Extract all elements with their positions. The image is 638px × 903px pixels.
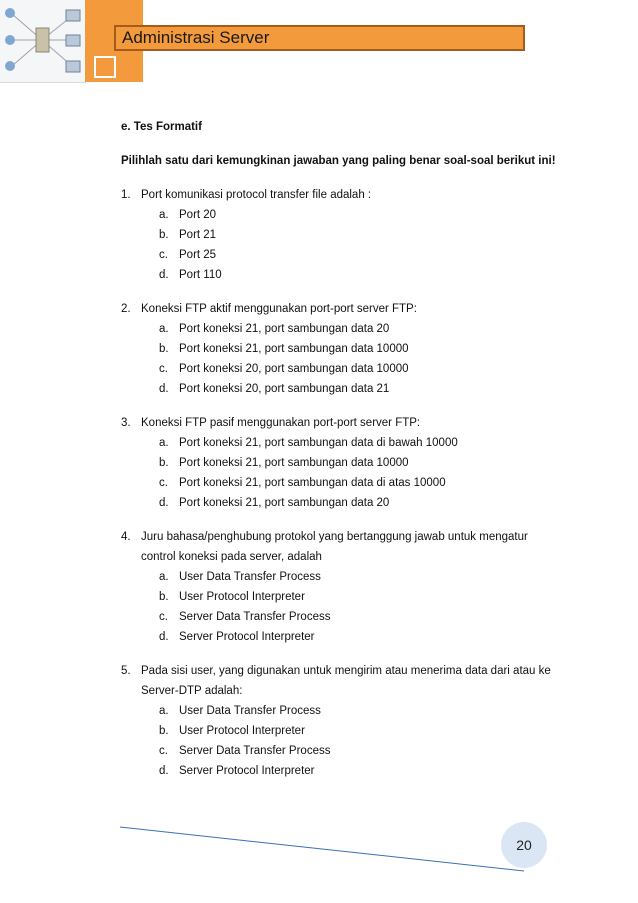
question-number: 2. [121, 303, 131, 315]
option-text: Port koneksi 21, port sambungan data di bawah 10000 [179, 437, 458, 449]
option-letter: d. [159, 631, 169, 643]
page-title-text: Administrasi Server [122, 28, 270, 47]
option-text: User Protocol Interpreter [179, 725, 305, 737]
option-letter: a. [159, 209, 169, 221]
option-letter: d. [159, 269, 169, 281]
section-title: e. Tes Formatif [121, 121, 202, 133]
question-text: Port komunikasi protocol transfer file adalah : [141, 189, 372, 201]
option-letter: b. [159, 591, 169, 603]
option-letter: a. [159, 323, 169, 335]
option-text: Port koneksi 20, port sambungan data 21 [179, 383, 390, 395]
instruction-text: Pilihlah satu dari kemungkinan jawaban yang paling benar soal-soal berikut ini! [121, 155, 556, 167]
option-text: Port 25 [179, 249, 217, 261]
option-letter: b. [159, 457, 169, 469]
option-letter: a. [159, 571, 169, 583]
option-letter: d. [159, 497, 169, 509]
option-text: Port koneksi 21, port sambungan data 10000 [179, 343, 409, 355]
option-text: Server Data Transfer Process [179, 745, 331, 757]
option-text: Server Data Transfer Process [179, 611, 331, 623]
question-text: Koneksi FTP pasif menggunakan port-port server FTP: [141, 417, 421, 429]
option-letter: b. [159, 229, 169, 241]
question-number: 5. [121, 665, 131, 677]
option-letter: c. [159, 611, 168, 623]
option-text: Port koneksi 21, port sambungan data di atas 10000 [179, 477, 446, 489]
option-letter: c. [159, 477, 168, 489]
page-number-badge [501, 822, 547, 868]
option-text: Port 110 [179, 269, 222, 281]
option-text: Server Protocol Interpreter [179, 765, 315, 777]
question-number: 3. [121, 417, 131, 429]
option-letter: c. [159, 363, 168, 375]
question-text: Koneksi FTP aktif menggunakan port-port server FTP: [141, 303, 417, 315]
option-letter: c. [159, 745, 168, 757]
page-number: 20 [516, 837, 532, 853]
option-text: User Protocol Interpreter [179, 591, 305, 603]
option-letter: a. [159, 437, 169, 449]
option-text: User Data Transfer Process [179, 705, 321, 717]
option-text: User Data Transfer Process [179, 571, 321, 583]
question-number: 1. [121, 189, 131, 201]
option-text: Port koneksi 20, port sambungan data 10000 [179, 363, 409, 375]
option-text: Port koneksi 21, port sambungan data 20 [179, 497, 390, 509]
option-letter: a. [159, 705, 169, 717]
question-text: Juru bahasa/penghubung protokol yang bertanggung jawab untuk mengatur control koneksi pada server, adalah [141, 531, 528, 563]
question-text: Pada sisi user, yang digunakan untuk mengirim atau menerima data dari atau ke Server-DTP adalah: [141, 665, 551, 697]
option-text: Port koneksi 21, port sambungan data 20 [179, 323, 390, 335]
option-letter: b. [159, 725, 169, 737]
option-text: Port 21 [179, 229, 217, 241]
option-letter: d. [159, 765, 169, 777]
option-text: Server Protocol Interpreter [179, 631, 315, 643]
option-text: Port 20 [179, 209, 217, 221]
question-number: 4. [121, 531, 131, 543]
option-letter: c. [159, 249, 168, 261]
option-letter: b. [159, 343, 169, 355]
option-text: Port koneksi 21, port sambungan data 10000 [179, 457, 409, 469]
option-letter: d. [159, 383, 169, 395]
